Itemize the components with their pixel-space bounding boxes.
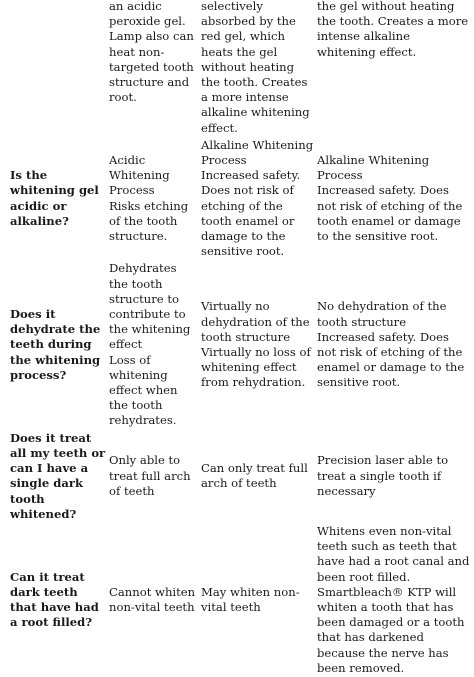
- question-cell: Does it dehydrate the teeth during the whitening process?: [10, 307, 101, 382]
- cell-text: Precision laser able to treat a single tooth if necessary: [317, 453, 449, 498]
- comparison-table-body: [10, 0, 472, 677]
- cell-text: Virtually no dehydration of the tooth structure: [201, 299, 310, 344]
- acidic-cell: [109, 260, 201, 429]
- alkaline-cell: [201, 430, 317, 523]
- cell-text: Cannot whiten non-vital teeth: [109, 584, 196, 614]
- question-cell: [10, 0, 109, 137]
- cell-text: Risks etching of the tooth structure.: [109, 198, 189, 244]
- smartbleach-cell: [317, 430, 472, 523]
- cell-text: Alkaline Whitening Process: [201, 137, 314, 168]
- cell-text: an acidic peroxide gel. Lamp also can heat non-targeted tooth structure and root.: [109, 0, 194, 105]
- cell-text: Can only treat full arch of teeth: [201, 461, 308, 491]
- cell-text: Loss of whitening effect when the tooth rehydrates.: [109, 352, 178, 428]
- table-row: [10, 260, 472, 429]
- alkaline-cell: [201, 0, 317, 137]
- cell-text: Acidic Whitening Process: [109, 153, 170, 198]
- smartbleach-cell: [317, 0, 472, 137]
- cell-text: selectively absorbed by the red gel, which heats the gel without heating the tooth. Creates a more intense alkaline whitening effect.: [201, 0, 310, 135]
- comparison-table: [10, 0, 472, 677]
- cell-text: No dehydration of the tooth structure: [317, 299, 447, 329]
- cell-text: Alkaline Whitening Process: [317, 153, 430, 183]
- table-row: [10, 430, 472, 523]
- question-cell: Is the whitening gel acidic or alkaline?: [10, 168, 99, 228]
- cell-text: Virtually no loss of whitening effect from rehydration.: [201, 345, 311, 390]
- table-row: [10, 137, 472, 261]
- cell-text: Whitens even non-vital teeth such as teeth that have had a root canal and been root filled. Smartbleach® KTP will whiten a tooth that has been damaged or a tooth that has darkened because the nerve has been removed.: [317, 523, 470, 675]
- acidic-cell: [109, 0, 201, 137]
- acidic-cell: [109, 137, 201, 261]
- question-cell: Can it treat dark teeth that have had a root filled?: [10, 569, 99, 630]
- cell-text: Increased safety. Does not risk of etching of the enamel or damage to the sensitive root.: [317, 329, 465, 390]
- cell-text: May whiten non-vital teeth: [201, 584, 300, 614]
- cell-text: Increased safety. Does not risk of etching of the tooth enamel or damage to the sensitive root.: [201, 168, 301, 259]
- alkaline-cell: [201, 260, 317, 429]
- cell-text: Only able to treat full arch of teeth: [109, 453, 191, 498]
- alkaline-cell: [201, 137, 317, 261]
- cell-text: the gel without heating the tooth. Creates a more intense alkaline whitening effect.: [317, 0, 469, 59]
- cell-text: Increased safety. Does not risk of etching of the tooth enamel or damage to the sensitive root.: [317, 183, 463, 244]
- question-cell: Does it treat all my teeth or can I have a single dark tooth whitened?: [10, 430, 106, 521]
- smartbleach-cell: [317, 260, 472, 429]
- cell-text: Dehydrates the tooth structure to contribute to the whitening effect: [109, 261, 191, 352]
- smartbleach-cell: [317, 137, 472, 261]
- acidic-cell: [109, 430, 201, 523]
- table-row: [10, 0, 472, 137]
